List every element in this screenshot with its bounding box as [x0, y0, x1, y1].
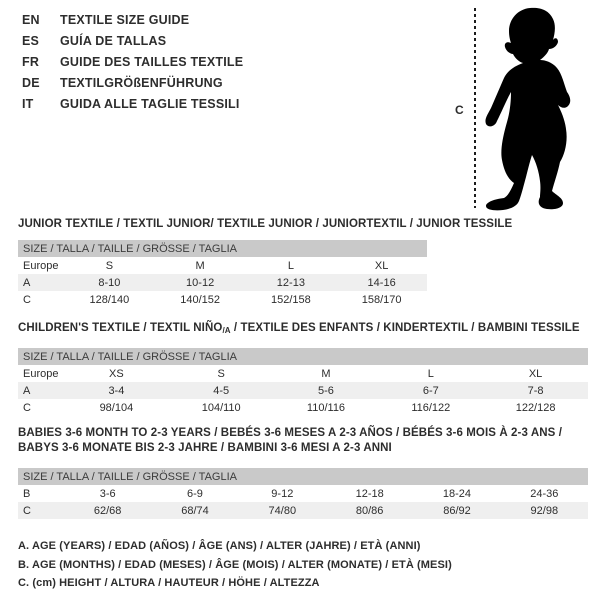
months-value: 18-24 [442, 487, 472, 500]
children-title-post: / TEXTILE DES ENFANTS / KINDERTEXTIL / BAMBINI TESSILE [230, 322, 580, 334]
age-value: 14-16 [367, 276, 396, 289]
height-value: 110/116 [306, 401, 346, 414]
language-code: IT [22, 97, 34, 111]
height-measure-line [474, 8, 476, 208]
guide-title: TEXTILE SIZE GUIDE [60, 13, 190, 27]
size-column-header: XL [374, 259, 389, 272]
region-label: Europe [23, 367, 59, 380]
table-row-age [18, 274, 427, 291]
guide-title: GUIDA ALLE TAGLIE TESSILI [60, 97, 240, 111]
row-label: A [23, 276, 31, 289]
language-row-de [22, 73, 243, 94]
height-value: 62/68 [93, 504, 122, 517]
age-value: 10-12 [186, 276, 215, 289]
size-header-bar: SIZE / TALLA / TAILLE / GRÖSSE / TAGLIA [18, 240, 427, 257]
legend [18, 537, 452, 593]
language-code: EN [22, 13, 40, 27]
height-value: 116/122 [411, 401, 451, 414]
height-value: 128/140 [89, 293, 130, 306]
age-value: 6-7 [422, 384, 439, 397]
size-column-header: XL [528, 367, 543, 380]
junior-section-title: JUNIOR TEXTILE / TEXTIL JUNIOR/ TEXTILE JUNIOR / JUNIORTEXTIL / JUNIOR TESSILE [18, 218, 513, 230]
height-value: 74/80 [268, 504, 297, 517]
height-value: 68/74 [181, 504, 209, 517]
months-value: 6-9 [187, 487, 203, 500]
height-value: 152/158 [270, 293, 311, 306]
months-value: 9-12 [271, 487, 294, 500]
row-label: C [23, 504, 31, 517]
row-label: B [23, 487, 31, 500]
table-row-height [18, 291, 427, 308]
row-label: C [23, 293, 31, 306]
language-code: DE [22, 76, 40, 90]
size-column-header: L [287, 259, 294, 272]
table-row-months [18, 485, 588, 502]
size-column-header: S [217, 367, 225, 380]
guide-title: TEXTILGRÖßENFÜHRUNG [60, 76, 223, 90]
region-label: Europe [23, 259, 59, 272]
size-column-header: M [321, 367, 331, 380]
children-section-title [18, 322, 580, 335]
language-row-it [22, 94, 243, 115]
row-label: C [23, 401, 31, 414]
height-value: 86/92 [443, 504, 471, 517]
children-title-pre: CHILDREN'S TEXTILE / TEXTIL NIÑO [18, 322, 223, 334]
legend-line-b: B. AGE (MONTHS) / EDAD (MESES) / ÂGE (MOIS) / ALTER (MONATE) / ETÀ (MESI) [18, 558, 452, 571]
babies-section-title [18, 426, 562, 456]
table-row-sizes [18, 365, 588, 382]
months-value: 3-6 [99, 487, 116, 500]
height-value: 80/86 [355, 504, 384, 517]
age-value: 8-10 [98, 276, 121, 289]
guide-title: GUIDE DES TAILLES TEXTILE [60, 55, 244, 69]
table-row-age [18, 382, 588, 399]
size-header-bar: SIZE / TALLA / TAILLE / GRÖSSE / TAGLIA [18, 348, 588, 365]
legend-line-c: C. (cm) HEIGHT / ALTURA / HAUTEUR / HÖHE / ALTEZZA [18, 577, 320, 589]
size-column-header: S [105, 259, 114, 272]
size-column-header: L [427, 367, 434, 380]
height-value: 104/110 [201, 401, 241, 414]
legend-line-a: A. AGE (YEARS) / EDAD (AÑOS) / ÂGE (ANS) / ALTER (JAHRE) / ETÀ (ANNI) [18, 540, 421, 552]
children-title-sub: /A [222, 326, 231, 335]
height-measure-label: C [455, 103, 464, 117]
babies-size-table [18, 468, 588, 519]
junior-size-table [18, 240, 427, 308]
age-value: 5-6 [318, 384, 334, 397]
language-code: ES [22, 34, 40, 48]
table-row-height [18, 399, 588, 416]
age-value: 12-13 [276, 276, 305, 289]
height-value: 158/170 [361, 293, 402, 306]
height-value: 92/98 [530, 504, 559, 517]
height-value: 122/128 [515, 401, 556, 414]
babies-title-line1: BABIES 3-6 MONTH TO 2-3 YEARS / BEBÉS 3-6 MESES A 2-3 AÑOS / BÉBÉS 3-6 MOIS À 2-3 ANS / [18, 427, 562, 439]
age-value: 4-5 [213, 384, 230, 397]
table-row-sizes [18, 257, 427, 274]
months-value: 24-36 [530, 487, 559, 500]
babies-title-line2: BABYS 3-6 MONATE BIS 2-3 JAHRE / BAMBINI 3-6 MESI A 2-3 ANNI [18, 442, 392, 454]
language-row-en [22, 10, 243, 31]
size-header-bar: SIZE / TALLA / TAILLE / GRÖSSE / TAGLIA [18, 468, 588, 485]
language-title-list [22, 10, 243, 115]
months-value: 12-18 [355, 487, 384, 500]
baby-silhouette [478, 0, 598, 215]
age-value: 3-4 [108, 384, 125, 397]
size-column-header: M [195, 259, 205, 272]
size-column-header: XS [109, 367, 124, 380]
guide-title: GUÍA DE TALLAS [60, 34, 167, 48]
age-value: 7-8 [527, 384, 544, 397]
language-code: FR [22, 55, 40, 69]
table-row-height [18, 502, 588, 519]
row-label: A [23, 384, 31, 397]
height-value: 140/152 [180, 293, 220, 306]
children-size-table [18, 348, 588, 416]
language-row-fr [22, 52, 243, 73]
language-row-es [22, 31, 243, 52]
height-value: 98/104 [99, 401, 134, 414]
